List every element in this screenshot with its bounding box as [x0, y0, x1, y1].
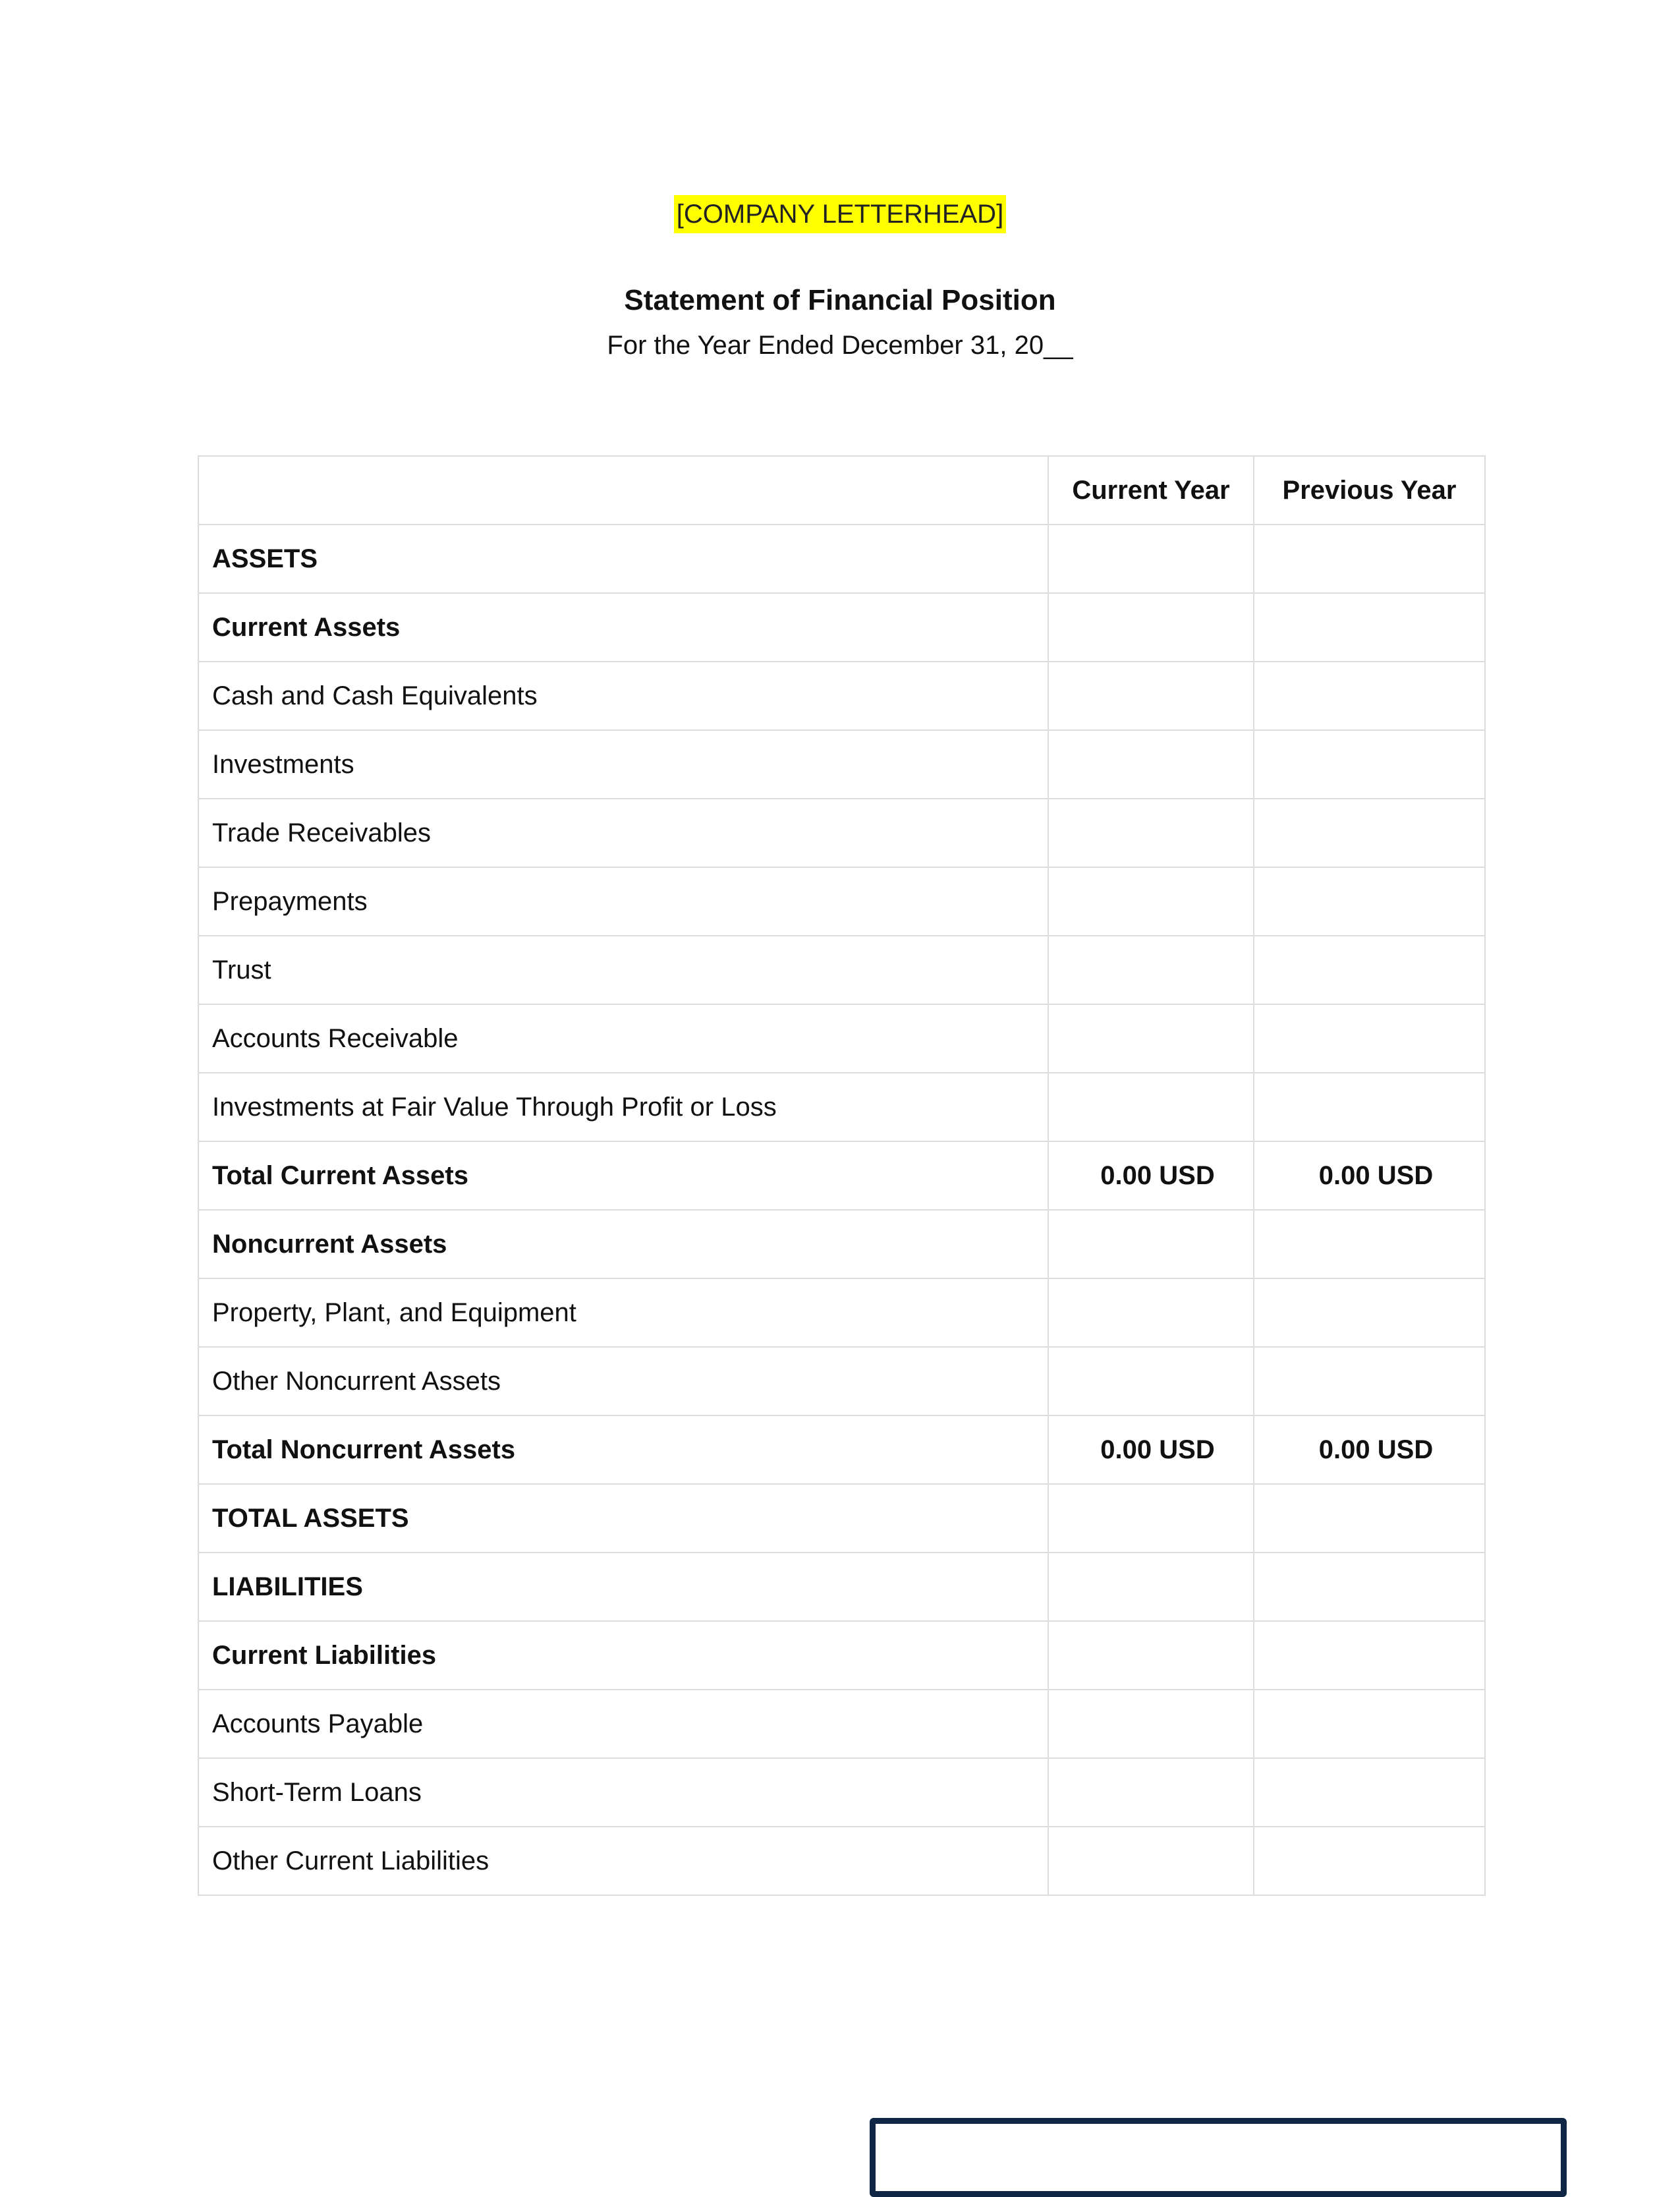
table-row: [198, 1758, 1485, 1827]
previous-year-cell[interactable]: [1254, 525, 1485, 593]
table-row: [198, 1621, 1485, 1690]
table-row: [198, 730, 1485, 799]
table-row: [198, 936, 1485, 1004]
previous-year-cell[interactable]: [1254, 662, 1485, 730]
column-header-label: [198, 456, 1048, 525]
current-year-cell[interactable]: [1048, 799, 1254, 867]
table-row: [198, 662, 1485, 730]
table-row: [198, 1004, 1485, 1073]
table-row: [198, 1278, 1485, 1347]
row-label: Cash and Cash Equivalents: [198, 662, 1048, 730]
table-row: [198, 1827, 1485, 1895]
previous-year-cell[interactable]: [1254, 1621, 1485, 1690]
previous-year-cell[interactable]: [1254, 1690, 1485, 1758]
previous-year-cell[interactable]: [1254, 593, 1485, 662]
financial-position-table: [198, 455, 1486, 1896]
previous-year-cell[interactable]: [1254, 1347, 1485, 1415]
table-body: [198, 525, 1485, 1895]
current-year-cell[interactable]: [1048, 1553, 1254, 1621]
row-label: Other Current Liabilities: [198, 1827, 1048, 1895]
row-label: Investments: [198, 730, 1048, 799]
current-year-cell[interactable]: 0.00 USD: [1048, 1415, 1254, 1484]
row-label: Trust: [198, 936, 1048, 1004]
current-year-cell[interactable]: 0.00 USD: [1048, 1141, 1254, 1210]
current-year-cell[interactable]: [1048, 1073, 1254, 1141]
current-year-cell[interactable]: [1048, 1004, 1254, 1073]
current-year-cell[interactable]: [1048, 867, 1254, 936]
previous-year-cell[interactable]: [1254, 730, 1485, 799]
previous-year-cell[interactable]: 0.00 USD: [1254, 1415, 1485, 1484]
table-row: [198, 593, 1485, 662]
table-row: [198, 867, 1485, 936]
previous-year-cell[interactable]: 0.00 USD: [1254, 1141, 1485, 1210]
previous-year-cell[interactable]: [1254, 1484, 1485, 1553]
row-label: Other Noncurrent Assets: [198, 1347, 1048, 1415]
previous-year-cell[interactable]: [1254, 1758, 1485, 1827]
row-label: Prepayments: [198, 867, 1048, 936]
signature-box: [870, 2118, 1567, 2197]
column-header-previous-year: Previous Year: [1254, 456, 1485, 525]
row-label: Total Noncurrent Assets: [198, 1415, 1048, 1484]
table-row: [198, 1690, 1485, 1758]
table-row: [198, 1553, 1485, 1621]
current-year-cell[interactable]: [1048, 936, 1254, 1004]
row-label: Trade Receivables: [198, 799, 1048, 867]
table-row: [198, 799, 1485, 867]
previous-year-cell[interactable]: [1254, 1278, 1485, 1347]
column-header-current-year: Current Year: [1048, 456, 1254, 525]
current-year-cell[interactable]: [1048, 1210, 1254, 1278]
previous-year-cell[interactable]: [1254, 1553, 1485, 1621]
letterhead-container: [0, 195, 1680, 233]
current-year-cell[interactable]: [1048, 662, 1254, 730]
previous-year-cell[interactable]: [1254, 1004, 1485, 1073]
previous-year-cell[interactable]: [1254, 1210, 1485, 1278]
document-title: Statement of Financial Position: [624, 284, 1056, 316]
current-year-cell[interactable]: [1048, 525, 1254, 593]
row-label: Short-Term Loans: [198, 1758, 1048, 1827]
row-label: Property, Plant, and Equipment: [198, 1278, 1048, 1347]
previous-year-cell[interactable]: [1254, 867, 1485, 936]
row-label: Current Liabilities: [198, 1621, 1048, 1690]
current-year-cell[interactable]: [1048, 593, 1254, 662]
current-year-cell[interactable]: [1048, 730, 1254, 799]
table-row: [198, 1141, 1485, 1210]
table-row: [198, 1484, 1485, 1553]
previous-year-cell[interactable]: [1254, 1073, 1485, 1141]
row-label: Accounts Payable: [198, 1690, 1048, 1758]
table-row: [198, 525, 1485, 593]
current-year-cell[interactable]: [1048, 1621, 1254, 1690]
current-year-cell[interactable]: [1048, 1278, 1254, 1347]
table-row: [198, 1210, 1485, 1278]
table-row: [198, 1073, 1485, 1141]
row-label: Total Current Assets: [198, 1141, 1048, 1210]
company-letterhead-placeholder[interactable]: [COMPANY LETTERHEAD]: [674, 195, 1006, 233]
row-label: LIABILITIES: [198, 1553, 1048, 1621]
row-label: Noncurrent Assets: [198, 1210, 1048, 1278]
row-label: TOTAL ASSETS: [198, 1484, 1048, 1553]
table-row: [198, 1347, 1485, 1415]
previous-year-cell[interactable]: [1254, 799, 1485, 867]
current-year-cell[interactable]: [1048, 1758, 1254, 1827]
previous-year-cell[interactable]: [1254, 936, 1485, 1004]
row-label: Accounts Receivable: [198, 1004, 1048, 1073]
table-header-row: [198, 456, 1485, 525]
table-row: [198, 1415, 1485, 1484]
current-year-cell[interactable]: [1048, 1690, 1254, 1758]
current-year-cell[interactable]: [1048, 1484, 1254, 1553]
row-label: Current Assets: [198, 593, 1048, 662]
current-year-cell[interactable]: [1048, 1827, 1254, 1895]
document-subtitle: For the Year Ended December 31, 20__: [607, 331, 1073, 360]
previous-year-cell[interactable]: [1254, 1827, 1485, 1895]
current-year-cell[interactable]: [1048, 1347, 1254, 1415]
row-label: ASSETS: [198, 525, 1048, 593]
row-label: Investments at Fair Value Through Profit or Loss: [198, 1073, 1048, 1141]
